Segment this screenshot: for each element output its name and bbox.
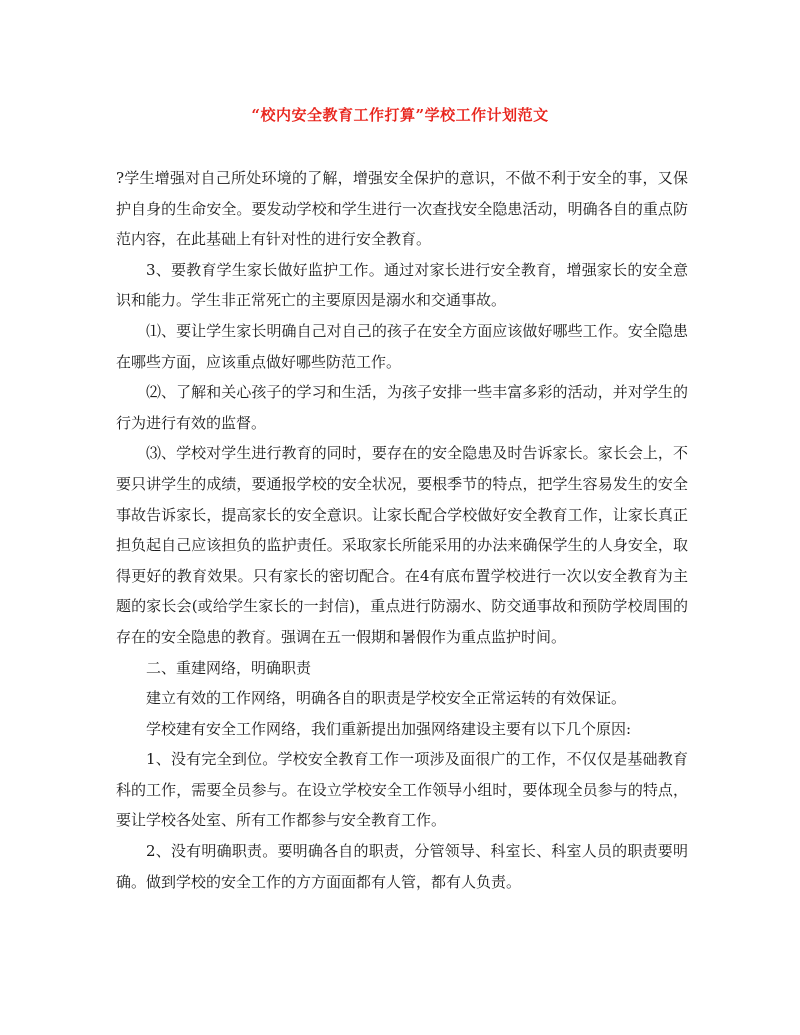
paragraph-reason-2: 2、没有明确职责。要明确各自的职责，分管领导、科室长、科室人员的职责要明确。做到学校的安全工作的方方面面都有人管，都有人负责。: [116, 842, 688, 891]
paragraph-continuation: ?学生增强对自己所处环境的了解，增强安全保护的意识，不做不利于安全的事，又保护自身的生命安全。要发动学校和学生进行一次查找安全隐患活动，明确各自的重点防范内容，在此基础上有针对性的进行安全教育。: [116, 169, 688, 249]
paragraph-subitem-1: ⑴、要让学生家长明确自己对自己的孩子在安全方面应该做好哪些工作。安全隐患在哪些方面，应该重点做好哪些防范工作。: [116, 321, 688, 371]
document-body: [116, 163, 688, 897]
paragraph-network-intro: 建立有效的工作网络，明确各自的职责是学校安全正常运转的有效保证。: [146, 689, 627, 708]
paragraph-subitem-2: ⑵、了解和关心孩子的学习和生活，为孩子安排一些丰富多彩的活动，并对学生的行为进行有效的监督。: [116, 383, 688, 432]
document-title: “校内安全教育工作打算”学校工作计划范文: [251, 106, 549, 124]
paragraph-network-reasons: 学校建有安全工作网络，我们重新提出加强网络建设主要有以下几个原因:: [146, 719, 632, 738]
section-heading-2: 二、重建网络，明确职责: [146, 658, 312, 677]
paragraph-item-3: 3、要教育学生家长做好监护工作。通过对家长进行安全教育，增强家长的安全意识和能力。学生非正常死亡的主要原因是溺水和交通事故。: [116, 260, 688, 310]
paragraph-subitem-3: ⑶、学校对学生进行教育的同时，要存在的安全隐患及时告诉家长。家长会上，不要只讲学生的成绩，要通报学校的安全状况，要根季节的特点，把学生容易发生的安全事故告诉家长，提高家长的安全意识。让家长配合学校做好安全教育工作，让家长真正担负起自己应该担负的监护责任。采取家长所能采用的办法来确保学生的人身安全，取得更好的教育效果。只有家长的密切配合。在4有底布置学校进行一次以安全教育为主题的家长会(或给学生家长的一封信)，重点进行防溺水、防交通事故和预防学校周围的存在的安全隐患的教育。强调在五一假期和暑假作为重点监护时间。: [116, 444, 688, 646]
paragraph-reason-1: 1、没有完全到位。学校安全教育工作一项涉及面很广的工作，不仅仅是基础教育科的工作，需要全员参与。在设立学校安全工作领导小组时，要体现全员参与的特点，要让学校各处室、所有工作都参与安全教育工作。: [116, 750, 688, 830]
